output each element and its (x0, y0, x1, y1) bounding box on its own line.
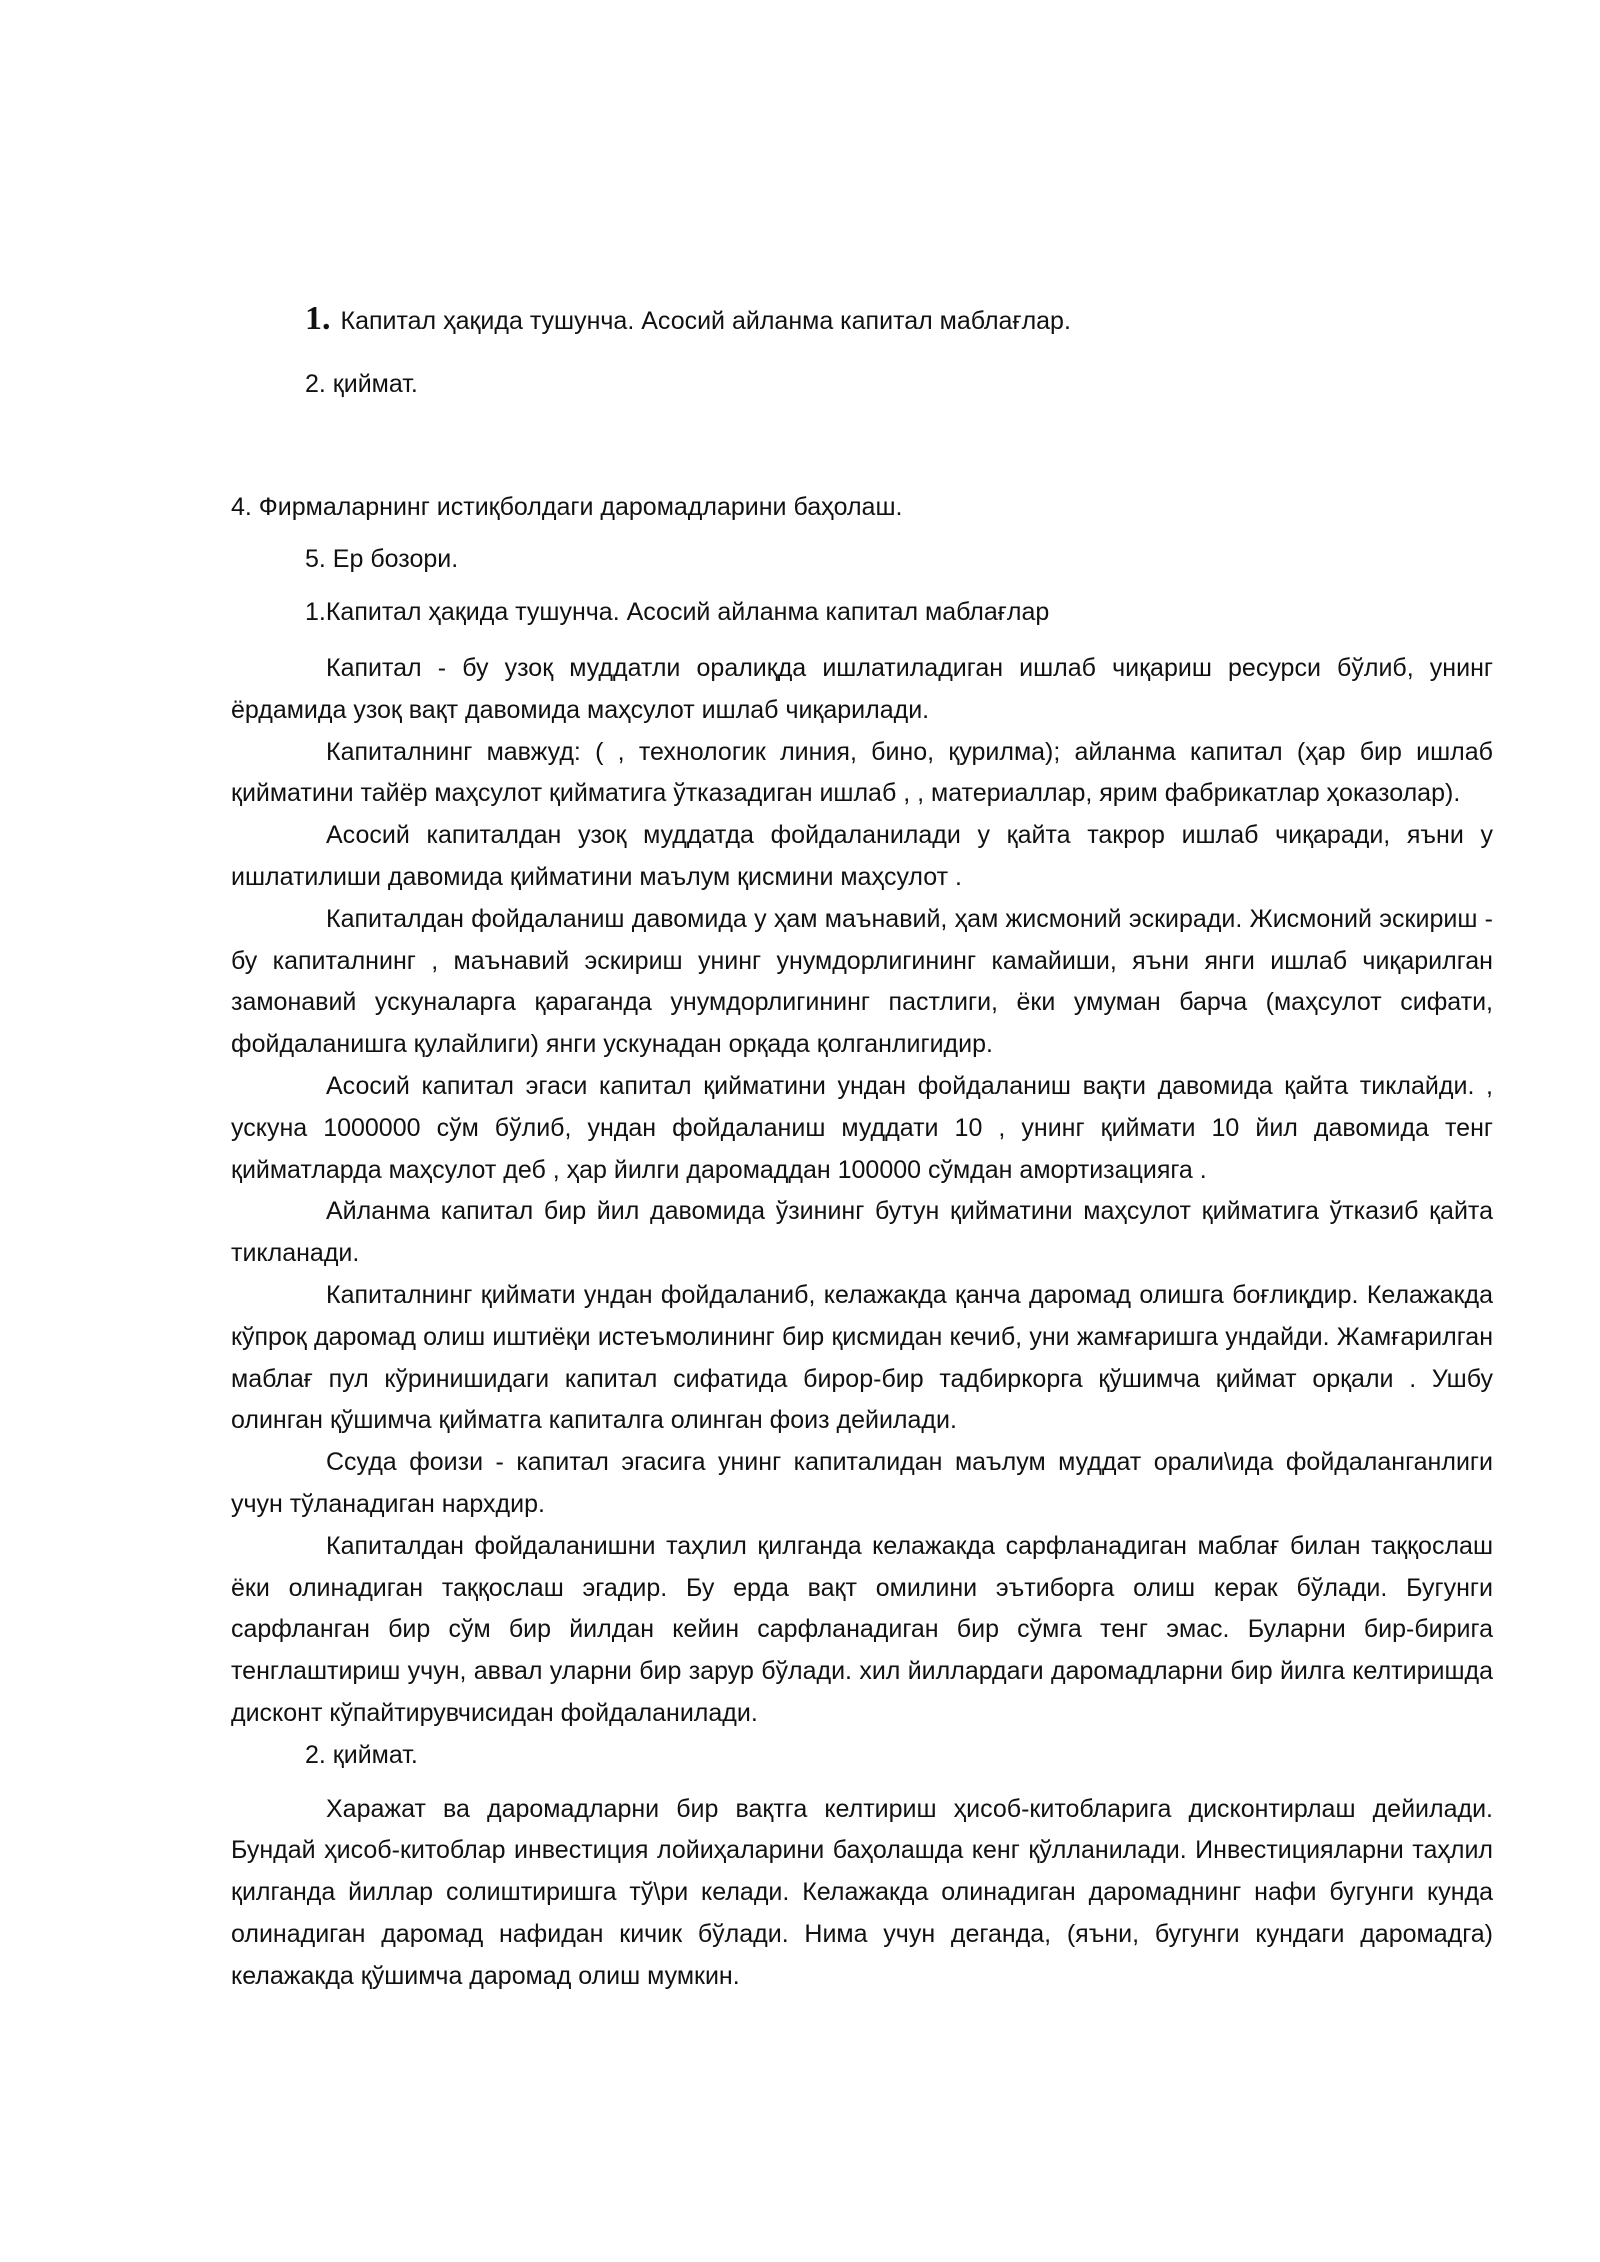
body-text (231, 648, 1493, 1998)
toc-item-4: 4. Фирмаларнинг истиқболдаги даромадларини баҳолаш. (231, 493, 903, 521)
section-1-heading: 1.Капитал ҳақида тушунча. Асосий айланма капитал маблағлар (305, 598, 1050, 626)
toc-item-2: 2. қиймат. (305, 370, 418, 398)
toc-item-5: 5. Ер бозори. (305, 545, 459, 573)
paragraph: Асосий капиталдан узоқ муддатда фойдаланилади у қайта такрор ишлаб чиқаради, яъни у ишлатилиши давомида қийматини маълум қисмини маҳсулот . (231, 821, 1493, 891)
paragraph: Капиталдан фойдаланиш давомида у ҳам маънавий, ҳам жисмоний эскиради. Жисмоний эскириш - бу капиталнинг , маънавий эскириш унинг унумдорлигининг камайиши, яъни янги ишлаб чиқарилган замонавий ускуналарга қараганда унумдорлигининг пастлиги, ёки умуман барча (маҳсулот сифати, фойдаланишга қулайлиги) янги ускунадан орқада қолганлигидир. (231, 904, 1493, 1059)
paragraph: Капиталнинг мавжуд: ( , технологик линия, бино, қурилма); айланма капитал (ҳар бир ишлаб қийматини тайёр маҳсулот қийматига ўтказадиган ишлаб , , материаллар, ярим фабрикатлар ҳоказолар). (231, 737, 1493, 808)
toc-item-1-number: 1. (305, 300, 331, 337)
paragraph: Капиталнинг қиймати ундан фойдаланиб, келажакда қанча даромад олишга боғлиқдир. Келажакда кўпроқ даромад олиш иштиёқи истеъмолининг бир қисмидан кечиб, уни жамғаришга ундайди. Жамғарилган маблағ пул кўринишидаги капитал сифатида бирор-бир тадбиркорга қўшимча қиймат орқали . Ушбу олинган қўшимча қийматга капиталга олинган фоиз дейилади. (231, 1280, 1493, 1435)
toc-item-1-text: Капитал ҳақида тушунча. Асосий айланма капитал маблағлар. (340, 307, 1071, 335)
paragraph: Ссуда фоизи - капитал эгасига унинг капиталидан маълум муддат орали\ида фойдаланганлиги учун тўланадиган нархдир. (231, 1448, 1493, 1518)
paragraph: Асосий капитал эгаси капитал қийматини ундан фойдаланиш вақти давомида қайта тиклайди. , ускуна 1000000 сўм бўлиб, ундан фойдаланиш муддати 10 , унинг қиймати 10 йил давомида тенг қийматларда маҳсулот деб , ҳар йилги даромаддан 100000 сўмдан амортизацияга . (231, 1071, 1493, 1184)
section-2-heading: 2. қиймат. (305, 1740, 418, 1769)
paragraph: Капитал - бу узоқ муддатли оралиқда ишлатиладиган ишлаб чиқариш ресурси бўлиб, унинг ёрдамида узоқ вақт давомида маҳсулот ишлаб чиқарилади. (231, 654, 1493, 724)
toc-item-1 (305, 300, 1071, 337)
paragraph: Капиталдан фойдаланишни таҳлил қилганда келажакда сарфланадиган маблағ билан таққослаш ёки олинадиган таққослаш эгадир. Бу ерда вақт омилини эътиборга олиш керак бўлади. Бугунги сарфланган бир сўм бир йилдан кейин сарфланадиган бир сўмга тенг эмас. Буларни бир-бирига тенглаштириш учун, аввал уларни бир зарур бўлади. хил йиллардаги даромадларни бир йилга келтиришда дисконт кўпайтирувчисидан фойдаланилади. (231, 1531, 1493, 1727)
paragraph: Айланма капитал бир йил давомида ўзининг бутун қийматини маҳсулот қийматига ўтказиб қайта тикланади. (231, 1197, 1493, 1268)
paragraph: Харажат ва даромадларни бир вақтга келтириш ҳисоб-китобларига дисконтирлаш дейилади. Бундай ҳисоб-китоблар инвестиция лойиҳаларини баҳолашда кенг қўлланилади. Инвестицияларни таҳлил қилганда йиллар солиштиришга тў\ри келади. Келажакда олинадиган даромаднинг нафи бугунги кунда олинадиган даромад нафидан кичик бўлади. Нима учун деганда, (яъни, бугунги кундаги даромадга) келажакда қўшимча даромад олиш мумкин. (231, 1794, 1493, 1990)
